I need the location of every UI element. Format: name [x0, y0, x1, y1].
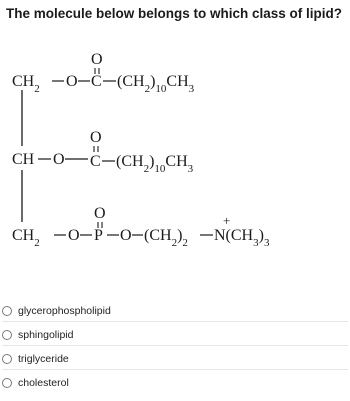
row2-carbon: C — [90, 153, 101, 170]
row3-o-link2: O — [120, 227, 132, 244]
row1-carbonyl-o: O — [91, 51, 103, 68]
row2-ester — [12, 129, 194, 175]
row1-ch2: $CH_2$ — [12, 73, 40, 95]
question-text: The molecule below belongs to which class of lipid? — [6, 6, 343, 21]
row1-chain: $(CH_2)_{10}CH_3$ — [117, 73, 195, 95]
row1-ester — [12, 51, 195, 95]
row3-phosphocholine — [12, 205, 270, 249]
row3-phosphoryl-o: O — [94, 205, 106, 222]
radio-icon[interactable] — [2, 354, 12, 364]
radio-icon[interactable] — [2, 330, 12, 340]
radio-icon[interactable] — [2, 378, 12, 388]
option-label: glycerophospholipid — [18, 304, 111, 317]
row3-ch2: $CH_2$ — [12, 227, 40, 249]
row1-o-link: O — [66, 73, 78, 90]
option-label: cholesterol — [18, 376, 69, 389]
row2-ch: CH — [12, 151, 35, 168]
row2-chain: $(CH_2)_{10}CH_3$ — [116, 153, 194, 175]
row2-o-link: O — [53, 151, 65, 168]
row3-head: $N(CH_3)_3$ — [214, 227, 270, 249]
option-label: triglyceride — [18, 352, 69, 365]
row3-charge: + — [223, 213, 231, 228]
row1-carbon: C — [91, 73, 102, 90]
answer-options — [2, 300, 348, 395]
option-glycerophospholipid[interactable] — [2, 300, 348, 322]
row3-phosphorus: P — [94, 227, 103, 244]
option-triglyceride[interactable] — [2, 348, 348, 370]
option-cholesterol[interactable] — [2, 372, 348, 393]
row3-o-link: O — [68, 227, 80, 244]
option-sphingolipid[interactable] — [2, 324, 348, 346]
row3-chain: $(CH_2)_2$ — [144, 227, 188, 249]
option-label: sphingolipid — [18, 328, 74, 341]
radio-icon[interactable] — [2, 306, 12, 316]
row2-carbonyl-o: O — [90, 129, 102, 146]
